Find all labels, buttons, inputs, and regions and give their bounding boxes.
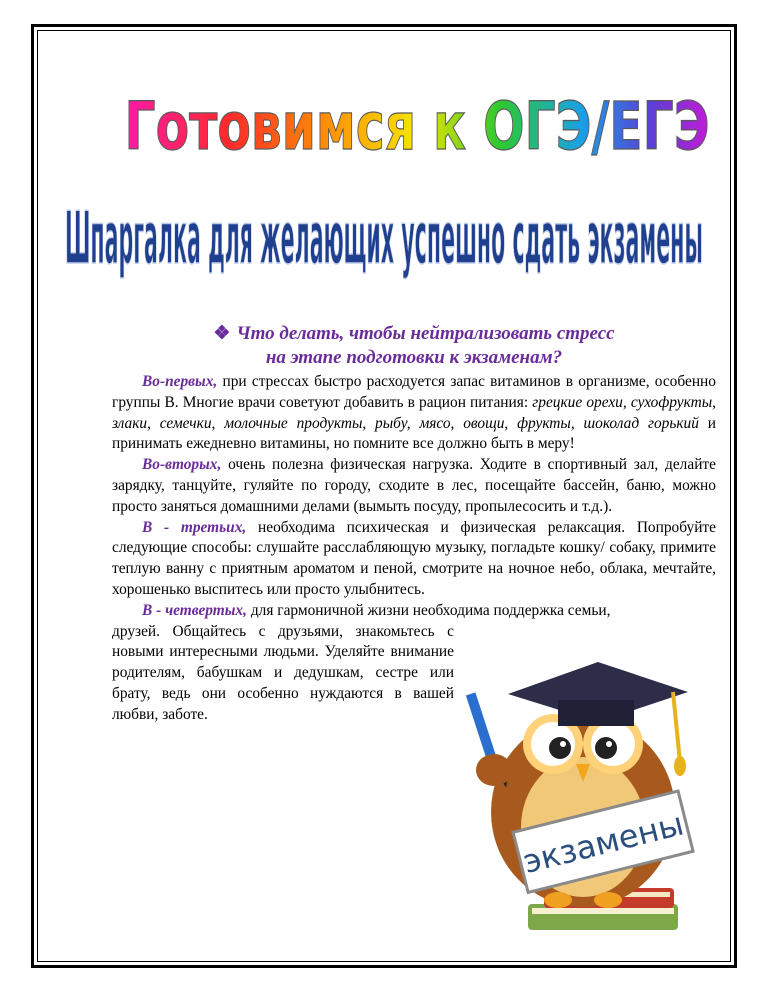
title-art bbox=[0, 85, 768, 175]
paragraph-text: и принимать ежедневно витамины, но помните все должно быть в меру! bbox=[112, 414, 716, 453]
subtitle-art bbox=[0, 185, 768, 285]
owl-graduate-icon bbox=[458, 652, 718, 950]
diamond-bullet-icon: ❖ bbox=[213, 323, 231, 344]
paragraph-text: необходима психическая и физическая релаксация. Попробуйте следующие способы: слушайте расслабляющую музыку, погладьте кошку/ собаку, примите теплую ванну с приятным ароматом и пеной, смотрите на ночное небо, облака, мечтайте, хорошенько выспитесь или просто улыбнитесь. bbox=[112, 518, 716, 598]
food-list: грецкие орехи, сухофрукты, злаки, семечки, молочные продукты, рыбу, мясо, овощи, фрукты, шоколад горький bbox=[112, 393, 716, 432]
paragraph-third bbox=[112, 518, 716, 601]
page-title: Готовимся к ОГЭ/ЕГЭ bbox=[124, 88, 710, 165]
paragraph-lead: В - четвертых, bbox=[142, 601, 247, 619]
title-banner bbox=[0, 85, 768, 175]
paragraph-lead: Во-первых, bbox=[142, 373, 218, 390]
subtitle-banner bbox=[0, 185, 768, 285]
paragraph-lead: В - третьих, bbox=[142, 518, 247, 536]
owl-illustration bbox=[458, 652, 718, 950]
section-heading bbox=[112, 322, 716, 370]
paragraph-lead: Во-вторых, bbox=[142, 456, 222, 474]
paragraph-text: для гармоничной жизни необходима поддержка семьи, bbox=[246, 601, 611, 619]
paragraph-first bbox=[112, 372, 716, 455]
paragraph-fourth-continued: друзей. Общайтесь с друзьями, знакомьтесь с новыми интересными людьми. Уделяйте внимание родителям, бабушкам и дедушкам, сестре или брату, ведь они особенно нуждаются в вашей любви, заботе. bbox=[112, 622, 454, 723]
sign-text: экзамены bbox=[519, 804, 688, 881]
paragraph-second bbox=[112, 455, 716, 517]
paragraph-fourth bbox=[112, 601, 716, 622]
paragraph-text: при стрессах быстро расходуется запас витаминов в организме, особенно группы В. Многие врачи советуют добавить в рацион питания: bbox=[112, 373, 716, 411]
section-heading-line2: на этапе подготовки к экзаменам? bbox=[265, 347, 563, 368]
section-heading-line1: Что делать, чтобы нейтрализовать стресс bbox=[236, 323, 615, 344]
page-subtitle: Шпаргалка для желающих успешно сдать экзамены bbox=[65, 196, 703, 280]
paragraph-text: очень полезна физическая нагрузка. Ходите в спортивный зал, делайте зарядку, танцуйте, гуляйте по городу, сходите в лес, посещайте бассейн, баню, можно просто заняться домашними делами (вымыть посуду, пропылесосить и т.д.). bbox=[112, 456, 716, 515]
